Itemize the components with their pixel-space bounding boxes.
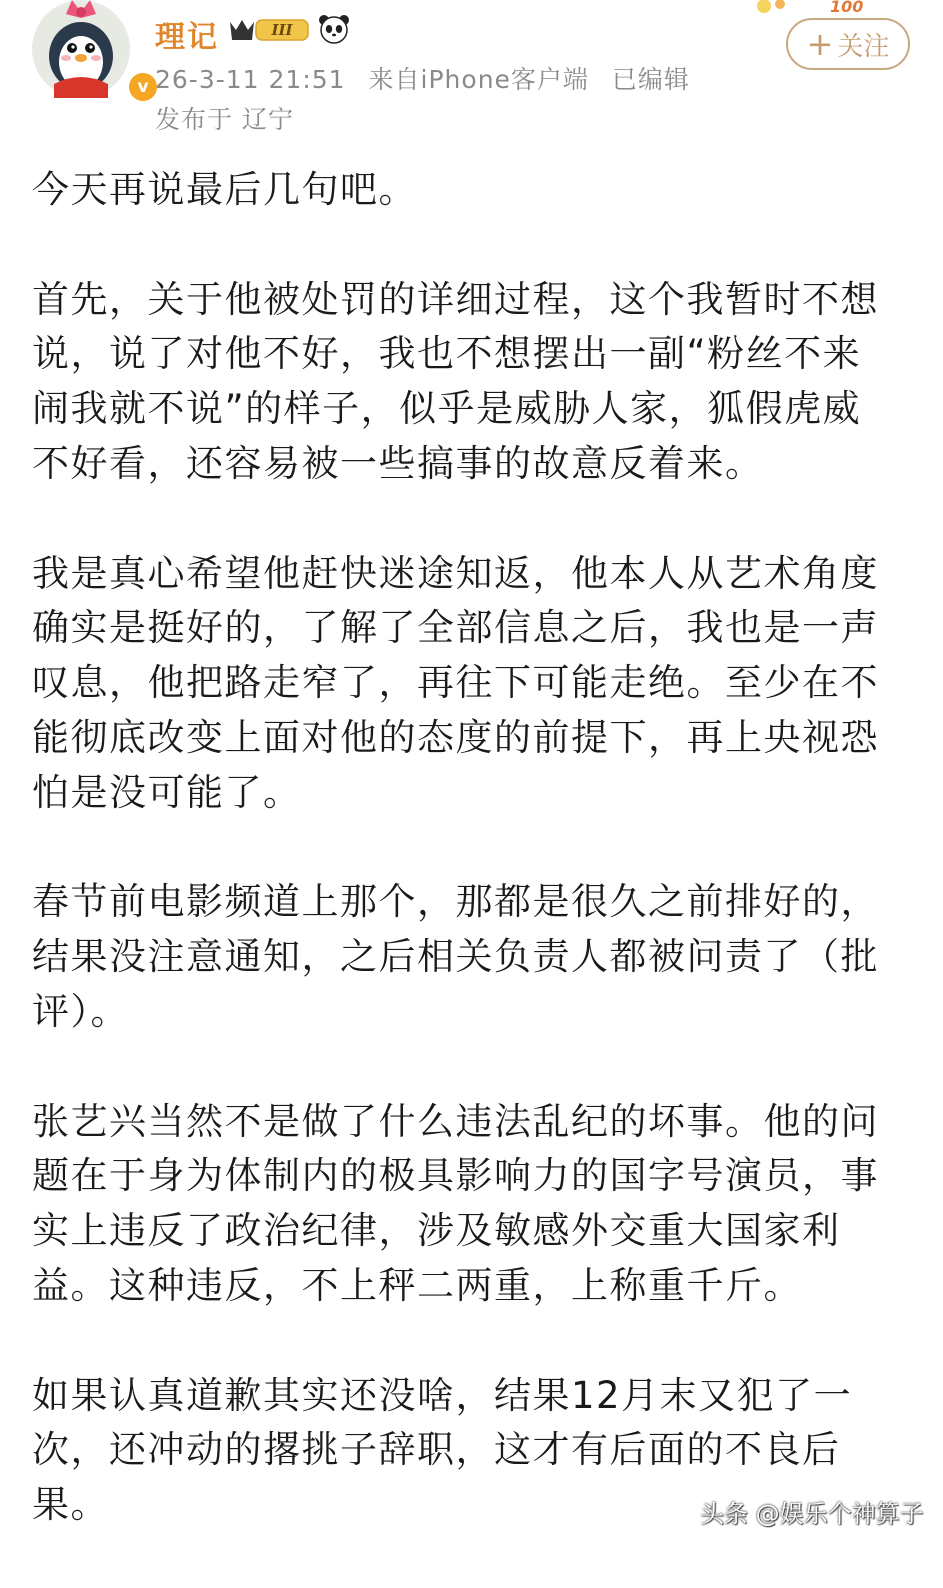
plus-icon: + <box>806 25 834 63</box>
deco-text: 100 <box>830 0 864 16</box>
post-paragraph-3: 我是真心希望他赶快迷途知返，他本人从艺术角度 确实是挺好的，了解了全部信息之后，我也是一声 叹息，他把路走窄了，再往下可能走绝。至少在不 能彻底改变上面对他的态度的前提下，再上央视恐 怕是没可能了。 <box>32 551 879 814</box>
panda-icon <box>318 14 350 44</box>
user-avatar[interactable] <box>32 0 149 98</box>
follow-button-label: 关注 <box>837 31 890 62</box>
penguin-avatar-icon <box>32 0 130 98</box>
username[interactable]: 理记 <box>155 20 219 55</box>
post-header <box>0 0 943 150</box>
post-content <box>32 163 902 1588</box>
crown-level-icon <box>228 14 310 44</box>
post-paragraph-1: 今天再说最后几句吧。 <box>32 168 417 211</box>
post-paragraph-2: 首先，关于他被处罚的详细过程，这个我暂时不想 说，说了对他不好，我也不想摆出一副“粉丝不来 闹我就不说”的样子，似乎是威胁人家，狐假虎威 不好看，还容易被一些搞事的故意反着来。 <box>32 277 879 485</box>
post-paragraph-4: 春节前电影频道上那个，那都是很久之前排好的， 结果没注意通知，之后相关负责人都被问责了（批 评）。 <box>32 880 879 1033</box>
post-paragraph-5: 张艺兴当然不是做了什么违法乱纪的坏事。他的问 题在于身为体制内的极具影响力的国字号演员，事 实上违反了政治纪律，涉及敏感外交重大国家利 益。这种违反，不上秤二两重，上称重千斤。 <box>32 1099 879 1307</box>
post-paragraph-6: 如果认真道歉其实还没啥，结果12月末又犯了一 次，还冲动的撂挑子辞职，这才有后面的不良后 果。 <box>32 1373 853 1527</box>
post-timestamp: 26-3-11 21:51 <box>155 65 346 94</box>
post-source: 来自iPhone客户端 <box>368 65 589 94</box>
level-badge-text: III <box>271 21 293 39</box>
follow-button[interactable] <box>786 18 910 70</box>
post-location: 发布于 辽宁 <box>155 105 294 134</box>
post-edited-label[interactable]: 已编辑 <box>611 65 690 94</box>
post-meta <box>155 60 704 96</box>
watermark: 头条 @娱乐个神算子 <box>700 1500 924 1528</box>
flower-decoration-icon <box>750 0 890 20</box>
verified-badge-icon: v <box>126 70 160 104</box>
